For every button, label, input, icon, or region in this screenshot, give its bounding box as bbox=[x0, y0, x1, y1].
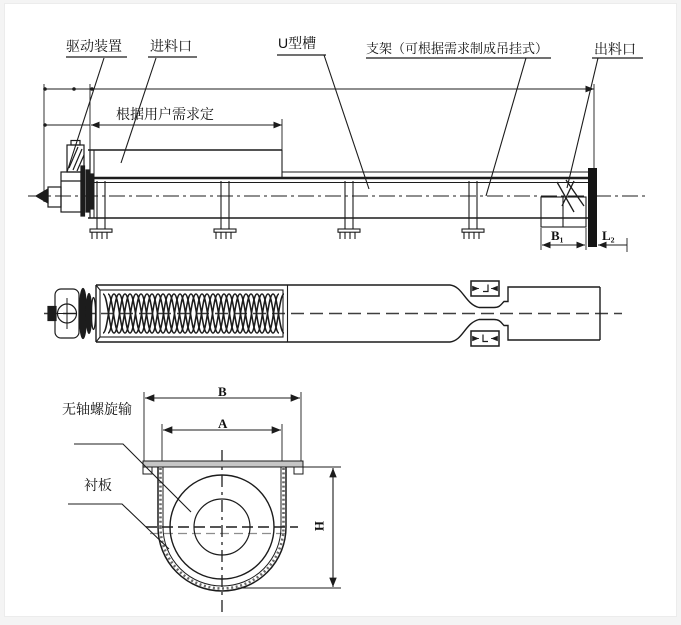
side-view-drawing bbox=[28, 55, 648, 252]
label-drive-device: 驱动装置 bbox=[66, 38, 122, 54]
label-user-defined-length: 根据用户需求定 bbox=[116, 106, 214, 122]
flange-plate bbox=[143, 461, 303, 474]
label-shaftless-spiral: 无轴螺旋输 bbox=[62, 401, 132, 417]
extension-lines bbox=[44, 84, 594, 202]
overall-dimension-line bbox=[43, 87, 594, 91]
gearbox bbox=[61, 172, 81, 212]
plan-view-drawing bbox=[44, 281, 622, 346]
dim-label-b: B bbox=[218, 384, 227, 399]
flow-symbol-box-bottom bbox=[471, 331, 499, 346]
label-bracket: 支架（可根据需求制成吊挂式） bbox=[366, 41, 549, 56]
label-feed-inlet: 进料口 bbox=[150, 38, 192, 54]
inlet-section-dimension-line bbox=[43, 123, 282, 127]
label-liner-plate: 衬板 bbox=[84, 477, 112, 493]
support-leg bbox=[462, 181, 484, 239]
cross-section-drawing bbox=[68, 392, 341, 613]
dim-label-l2: L₂ bbox=[602, 228, 615, 243]
coupling-flange bbox=[81, 166, 94, 216]
drive-unit bbox=[36, 141, 94, 217]
dim-label-b1: B₁ bbox=[551, 228, 564, 243]
end-flange-plate bbox=[588, 168, 597, 247]
label-u-trough: U型槽 bbox=[278, 35, 317, 51]
trough-body bbox=[86, 150, 594, 218]
dim-label-a: A bbox=[218, 416, 228, 431]
inlet-section bbox=[88, 150, 282, 177]
label-outlet: 出料口 bbox=[594, 41, 636, 57]
callout-underlines bbox=[66, 55, 643, 58]
flow-symbol-box-top bbox=[471, 281, 499, 296]
drive-top-view bbox=[48, 289, 96, 339]
support-leg bbox=[214, 181, 236, 239]
support-legs bbox=[90, 181, 484, 239]
shaft-block bbox=[48, 187, 61, 207]
shaft-end bbox=[36, 189, 48, 203]
spiral-screw bbox=[103, 294, 284, 333]
dim-label-h: H bbox=[312, 520, 328, 532]
support-leg bbox=[338, 181, 360, 239]
